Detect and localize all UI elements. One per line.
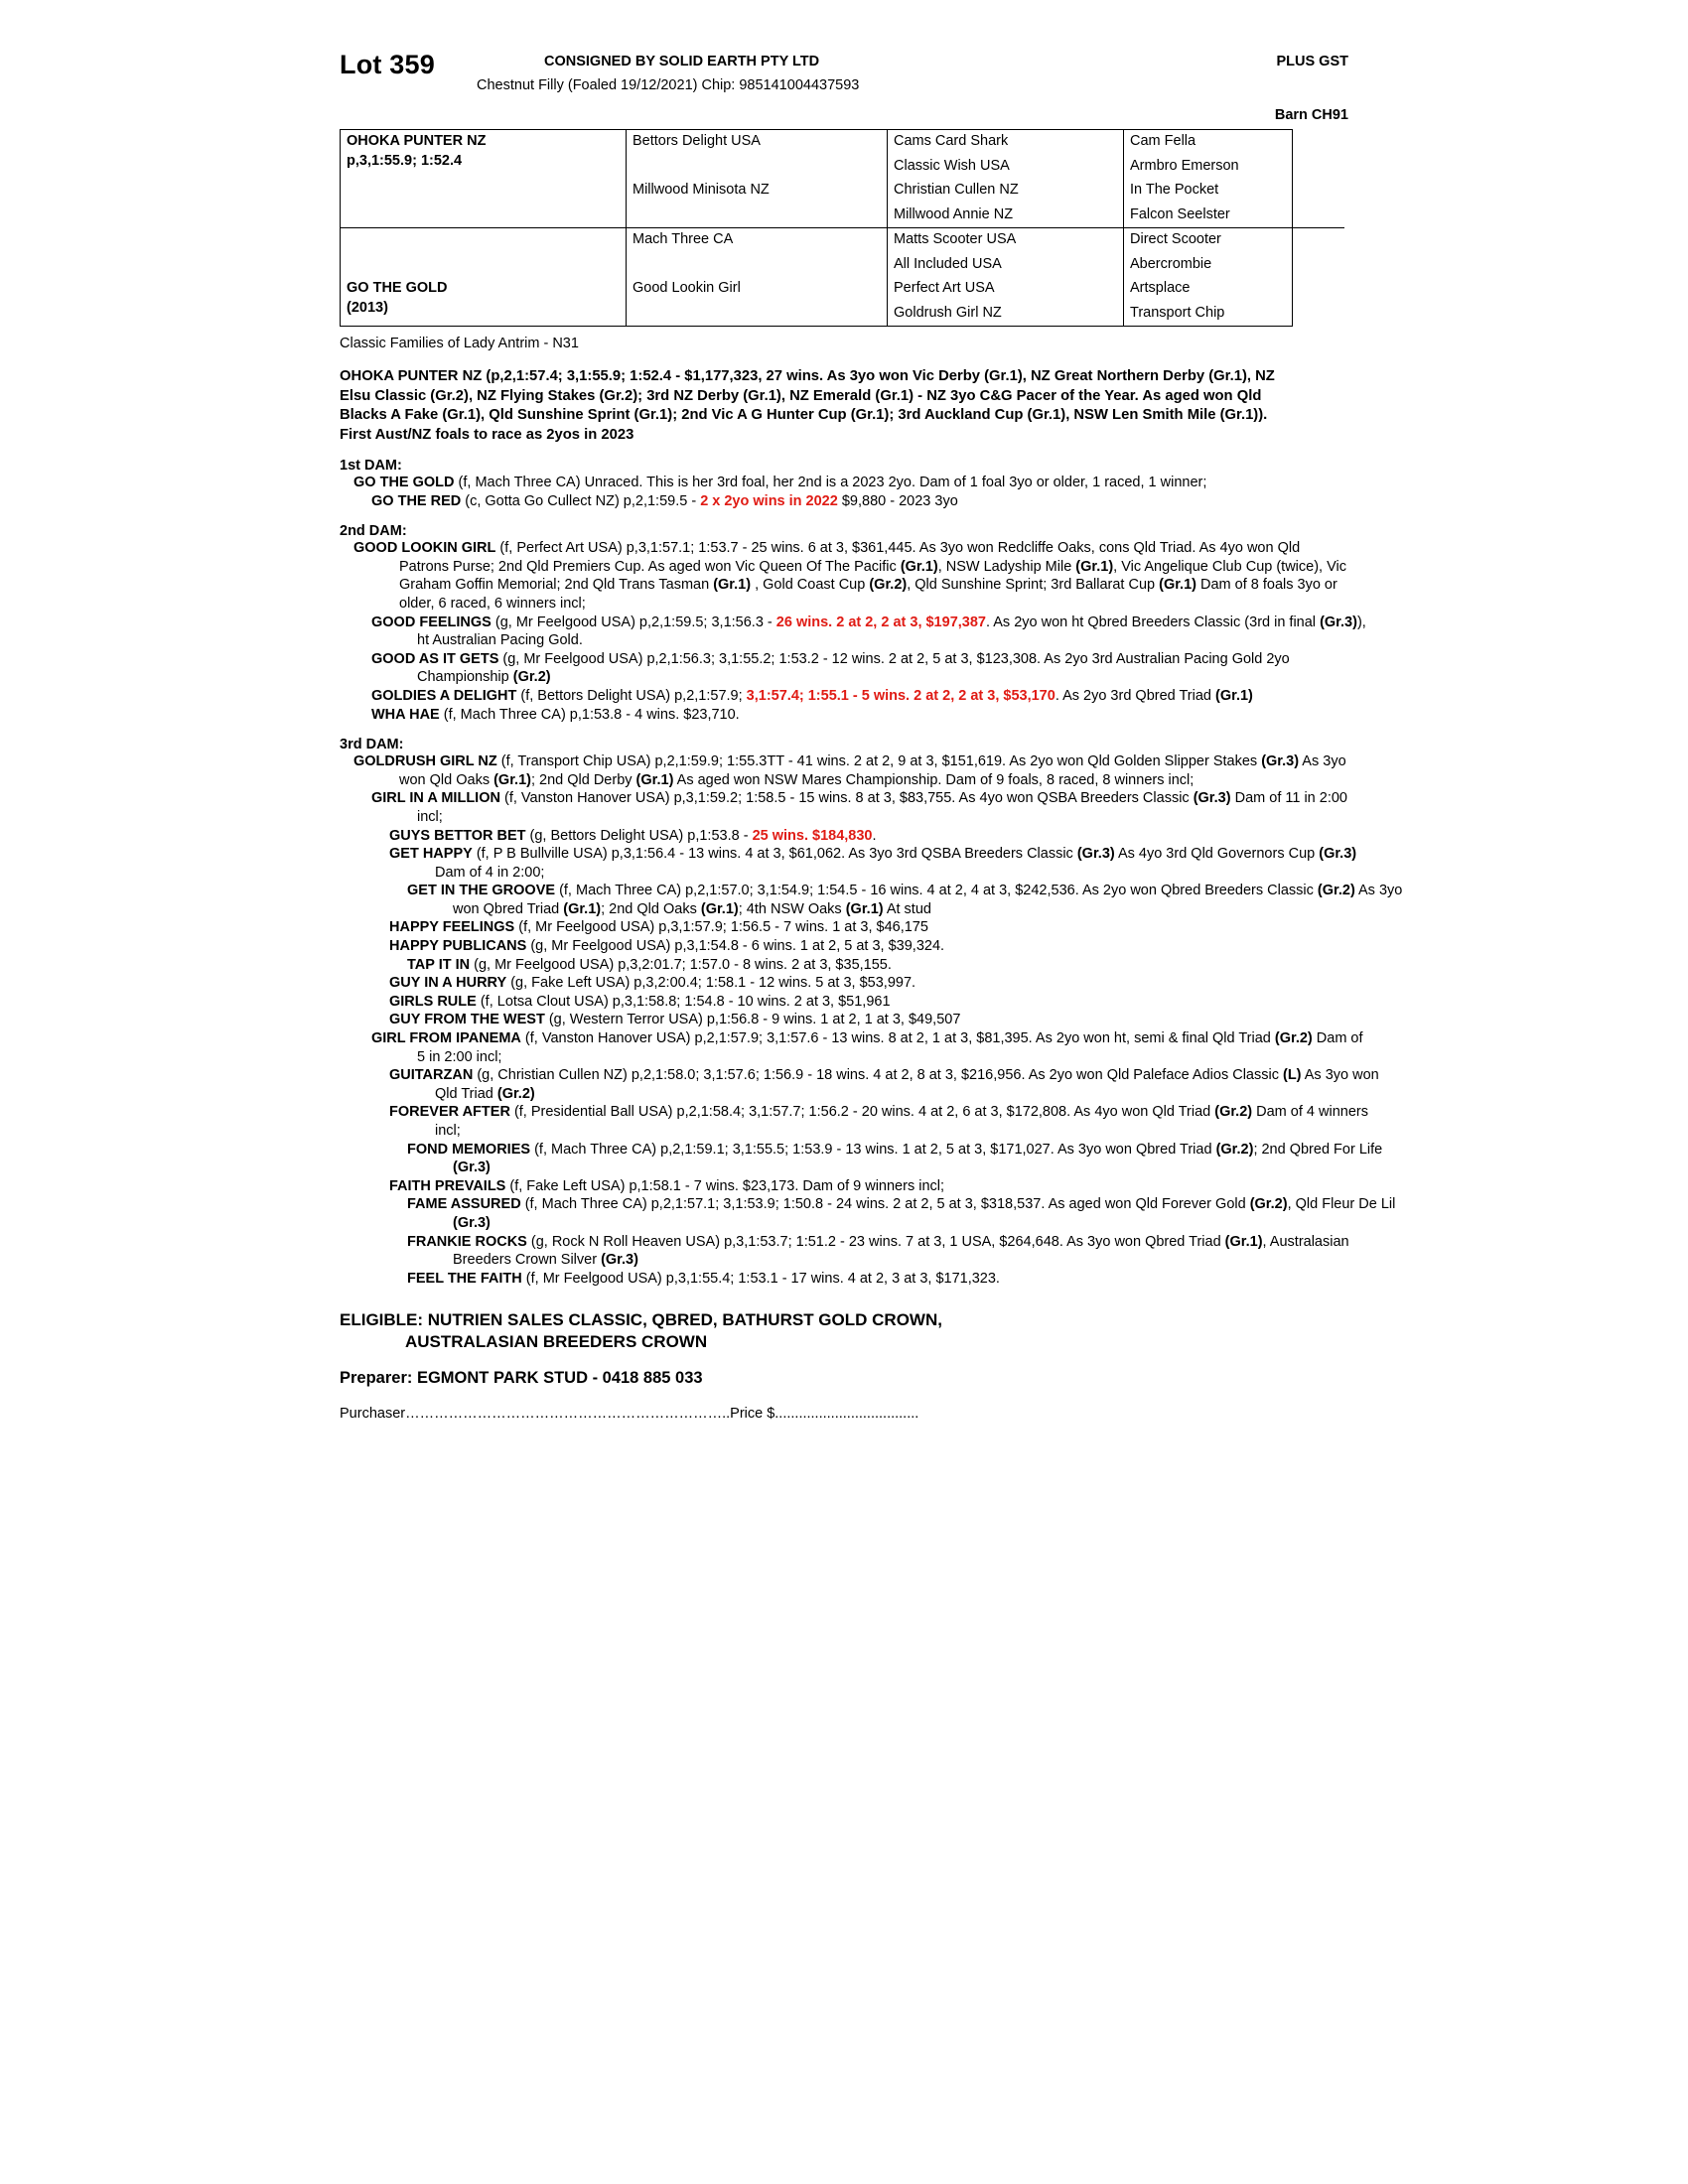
page-header: [338, 40, 1350, 125]
second-dam-list: [338, 539, 1366, 724]
catalogue-sheet: [338, 40, 1403, 1423]
gen4-3: In The Pocket: [1124, 179, 1345, 204]
dam-cell: [341, 277, 627, 326]
pedigree-entry: GOOD AS IT GETS (g, Mr Feelgood USA) p,2,1:56.3; 3,1:55.2; 1:53.2 - 12 wins. 2 at 2, 5 at 3, $123,308. As 2yo 3rd Australian Pacing Gold 2yo Championship (Gr.2): [371, 650, 1290, 686]
pedigree-entry: GIRLS RULE (f, Lotsa Clout USA) p,3,1:58.8; 1:54.8 - 10 wins. 2 at 3, $51,961: [389, 993, 891, 1010]
pedigree-entry: FRANKIE ROCKS (g, Rock N Roll Heaven USA) p,3,1:53.7; 1:51.2 - 23 wins. 7 at 3, 1 USA, $264,648. As 3yo won Qbred Triad (Gr.1), Australasian Breeders Crown Silver (Gr.3): [407, 1233, 1349, 1269]
pedigree-entry: GUITARZAN (g, Christian Cullen NZ) p,2,1:58.0; 3,1:57.6; 1:56.9 - 18 wins. 4 at 2, 8 at 3, $216,956. As 2yo won Qld Paleface Adios Classic (L) As 3yo won Qld Triad (Gr.2): [389, 1067, 1379, 1102]
sire-record: p,3,1:55.9; 1:52.4: [347, 152, 463, 169]
gen4-1: Cam Fella: [1124, 130, 1345, 155]
gen3-1: Cams Card Shark: [888, 130, 1124, 155]
horse-description: Chestnut Filly (Foaled 19/12/2021) Chip: 985141004437593: [477, 77, 860, 93]
table-row: [341, 179, 1344, 204]
pedigree-entry: FOND MEMORIES (f, Mach Three CA) p,2,1:59.1; 3,1:55.5; 1:53.9 - 13 wins. 1 at 2, 5 at 3, $171,027. As 3yo won Qbred Triad (Gr.2); 2nd Qbred For Life (Gr.3): [407, 1141, 1383, 1176]
pedigree-entry: GOLDIES A DELIGHT (f, Bettors Delight USA) p,2,1:57.9; 3,1:57.4; 1:55.1 - 5 wins. 2 at 2, 2 at 3, $53,170. As 2yo 3rd Qbred Triad (Gr.1): [371, 687, 1253, 704]
gen4-4: Falcon Seelster: [1124, 204, 1345, 228]
sire-name: OHOKA PUNTER NZ: [347, 133, 487, 149]
consignor-label: CONSIGNED BY SOLID EARTH PTY LTD: [544, 54, 820, 69]
pedigree-entry: FAITH PREVAILS (f, Fake Left USA) p,1:58.1 - 7 wins. $23,173. Dam of 9 winners incl;: [389, 1177, 945, 1194]
sire-sire: Bettors Delight USA: [627, 130, 888, 179]
pedigree-entry: GET IN THE GROOVE (f, Mach Three CA) p,2,1:57.0; 3,1:54.9; 1:54.5 - 16 wins. 4 at 2, 4 at 3, $242,536. As 2yo won Qbred Breeders Classic (Gr.2) As 3yo won Qbred Triad (Gr.1); 2nd Qld Oaks (Gr.1); 4th NSW Oaks (Gr.1) At stud: [407, 883, 1403, 917]
second-dam-heading: 2nd DAM:: [340, 523, 407, 540]
plus-gst-label: PLUS GST: [1276, 54, 1348, 69]
dam-spacer: [341, 228, 627, 278]
table-row: [341, 228, 1344, 253]
gen4-2: Armbro Emerson: [1124, 155, 1345, 180]
purchaser-line: Purchaser…………………………………………………………..Price $....................................: [340, 1406, 919, 1423]
pedigree-entry: GUYS BETTOR BET (g, Bettors Delight USA) p,1:53.8 - 25 wins. $184,830.: [389, 827, 877, 844]
pedigree-entry: FOREVER AFTER (f, Presidential Ball USA) p,2,1:58.4; 3,1:57.7; 1:56.2 - 20 wins. 4 at 2, 6 at 3, $172,808. As 4yo won Qld Triad (Gr.2) Dam of 4 winners incl;: [389, 1104, 1368, 1139]
pedigree-entry: GUY IN A HURRY (g, Fake Left USA) p,3,2:00.4; 1:58.1 - 12 wins. 5 at 3, $53,997.: [389, 975, 916, 992]
sire-blurb: OHOKA PUNTER NZ (p,2,1:57.4; 3,1:55.9; 1:52.4 - $1,177,323, 27 wins. As 3yo won Vic Derby (Gr.1), NZ Great Northern Derby (Gr.1), NZ Elsu Classic (Gr.2), NZ Flying Stakes (Gr.2); 3rd NZ Derby (Gr.1), NZ Emerald (Gr.1) - NZ 3yo C&G Pacer of the Year. As aged won Qld Blacks A Fake (Gr.1), Qld Sunshine Sprint (Gr.1); 2nd Vic A G Hunter Cup (Gr.1); 3rd Auckland Cup (Gr.1), NSW Len Smith Mile (Gr.1)). First Aust/NZ foals to race as 2yos in 2023: [340, 368, 1275, 443]
table-row: [341, 277, 1344, 302]
barn-label: Barn CH91: [1274, 107, 1348, 123]
pedigree-entry: GOLDRUSH GIRL NZ (f, Transport Chip USA) p,2,1:59.9; 1:55.3TT - 41 wins. 2 at 2, 9 at 3, $151,619. As 2yo won Qld Golden Slipper Stakes (Gr.3) As 3yo won Qld Oaks (Gr.1); 2nd Qld Derby (Gr.1) As aged won NSW Mares Championship. Dam of 9 foals, 8 raced, 8 winners incl;: [353, 753, 1346, 788]
gen3-4: Millwood Annie NZ: [888, 204, 1124, 228]
gen3-3: Christian Cullen NZ: [888, 179, 1124, 204]
pedigree-entry: HAPPY FEELINGS (f, Mr Feelgood USA) p,3,1:57.9; 1:56.5 - 7 wins. 1 at 3, $46,175: [389, 919, 928, 936]
gen4-7: Artsplace: [1124, 277, 1345, 302]
gen3-8: Goldrush Girl NZ: [888, 302, 1124, 327]
pedigree-entry: GIRL FROM IPANEMA (f, Vanston Hanover USA) p,2,1:57.9; 3,1:57.6 - 13 wins. 8 at 2, 1 at 3, $81,395. As 2yo won ht, semi & final Qld Triad (Gr.2) Dam of 5 in 2:00 incl;: [371, 1030, 1363, 1065]
dam-name: GO THE GOLD: [347, 280, 448, 296]
lot-number: Lot 359: [340, 50, 435, 79]
eligible-line-1: ELIGIBLE: NUTRIEN SALES CLASSIC, QBRED, BATHURST GOLD CROWN,: [340, 1310, 942, 1330]
gen4-5: Direct Scooter: [1124, 228, 1345, 253]
third-dam-list: [338, 752, 1403, 1288]
gen3-5: Matts Scooter USA: [888, 228, 1124, 253]
pedigree-entry: WHA HAE (f, Mach Three CA) p,1:53.8 - 4 wins. $23,710.: [371, 706, 740, 723]
pedigree-entry: GUY FROM THE WEST (g, Western Terror USA) p,1:56.8 - 9 wins. 1 at 2, 1 at 3, $49,507: [389, 1012, 961, 1028]
pedigree-entry: GO THE RED (c, Gotta Go Cullect NZ) p,2,1:59.5 - 2 x 2yo wins in 2022 $9,880 - 2023 3yo: [371, 492, 958, 509]
pedigree-entry: GET HAPPY (f, P B Bullville USA) p,3,1:56.4 - 13 wins. 4 at 3, $61,062. As 3yo 3rd QSBA Breeders Classic (Gr.3) As 4yo 3rd Qld Governors Cup (Gr.3) Dam of 4 in 2:00;: [389, 846, 1357, 881]
pedigree-entry: FAME ASSURED (f, Mach Three CA) p,2,1:57.1; 3,1:53.9; 1:50.8 - 24 wins. 2 at 2, 5 at 3, $318,537. As aged won Qld Forever Gold (Gr.2), Qld Fleur De Lil (Gr.3): [407, 1196, 1396, 1231]
third-dam-heading: 3rd DAM:: [340, 737, 404, 753]
dam-dam: Good Lookin Girl: [627, 277, 888, 326]
preparer-line: Preparer: EGMONT PARK STUD - 0418 885 033: [340, 1369, 703, 1388]
gen4-6: Abercrombie: [1124, 253, 1345, 278]
sire-cell: [341, 130, 627, 179]
eligible-block: [340, 1309, 1293, 1353]
pedigree-entry: FEEL THE FAITH (f, Mr Feelgood USA) p,3,1:55.4; 1:53.1 - 17 wins. 4 at 2, 3 at 3, $171,323.: [407, 1270, 1000, 1287]
dam-year: (2013): [347, 299, 388, 316]
pedigree-entry: GO THE GOLD (f, Mach Three CA) Unraced. This is her 3rd foal, her 2nd is a 2023 2yo. Dam of 1 foal 3yo or older, 1 raced, 1 winner;: [353, 475, 1207, 490]
gen3-7: Perfect Art USA: [888, 277, 1124, 302]
pedigree-entry: TAP IT IN (g, Mr Feelgood USA) p,3,2:01.7; 1:57.0 - 8 wins. 2 at 3, $35,155.: [407, 956, 892, 973]
table-row: [341, 130, 1344, 155]
pedigree-entry: HAPPY PUBLICANS (g, Mr Feelgood USA) p,3,1:54.8 - 6 wins. 1 at 2, 5 at 3, $39,324.: [389, 938, 945, 955]
gen3-2: Classic Wish USA: [888, 155, 1124, 180]
eligible-line-2: AUSTRALASIAN BREEDERS CROWN: [405, 1332, 708, 1352]
first-dam-heading: 1st DAM:: [340, 458, 402, 474]
first-dam-list: [338, 474, 1350, 510]
pedigree-table: [340, 129, 1293, 327]
dam-sire: Mach Three CA: [627, 228, 888, 278]
gen4-8: Transport Chip: [1124, 302, 1345, 327]
pedigree-entry: GOOD FEELINGS (g, Mr Feelgood USA) p,2,1:59.5; 3,1:56.3 - 26 wins. 2 at 2, 2 at 3, $197,387. As 2yo won ht Qbred Breeders Classic (3rd in final (Gr.3)), ht Australian Pacing Gold.: [371, 614, 1366, 649]
pedigree-entry: GOOD LOOKIN GIRL (f, Perfect Art USA) p,3,1:57.1; 1:53.7 - 25 wins. 6 at 3, $361,445. As 3yo won Redcliffe Oaks, cons Qld Triad. As 4yo won Qld Patrons Purse; 2nd Qld Premiers Cup. As aged won Vic Queen Of The Pacific (Gr.1), NSW Ladyship Mile (Gr.1), Vic Angelique Club Cup (twice), Vic Graham Goffin Memorial; 2nd Qld Trans Tasman (Gr.1) , Gold Coast Cup (Gr.2), Qld Sunshine Sprint; 3rd Ballarat Cup (Gr.1) Dam of 8 foals 3yo or older, 6 raced, 6 winners incl;: [353, 540, 1346, 612]
sire-spacer: [341, 179, 627, 228]
pedigree-entry: GIRL IN A MILLION (f, Vanston Hanover USA) p,3,1:59.2; 1:58.5 - 15 wins. 8 at 3, $83,755. As 4yo won QSBA Breeders Classic (Gr.3) Dam of 11 in 2:00 incl;: [371, 790, 1347, 825]
gen3-6: All Included USA: [888, 253, 1124, 278]
sire-dam: Millwood Minisota NZ: [627, 179, 888, 228]
family-line: Classic Families of Lady Antrim - N31: [340, 336, 579, 351]
